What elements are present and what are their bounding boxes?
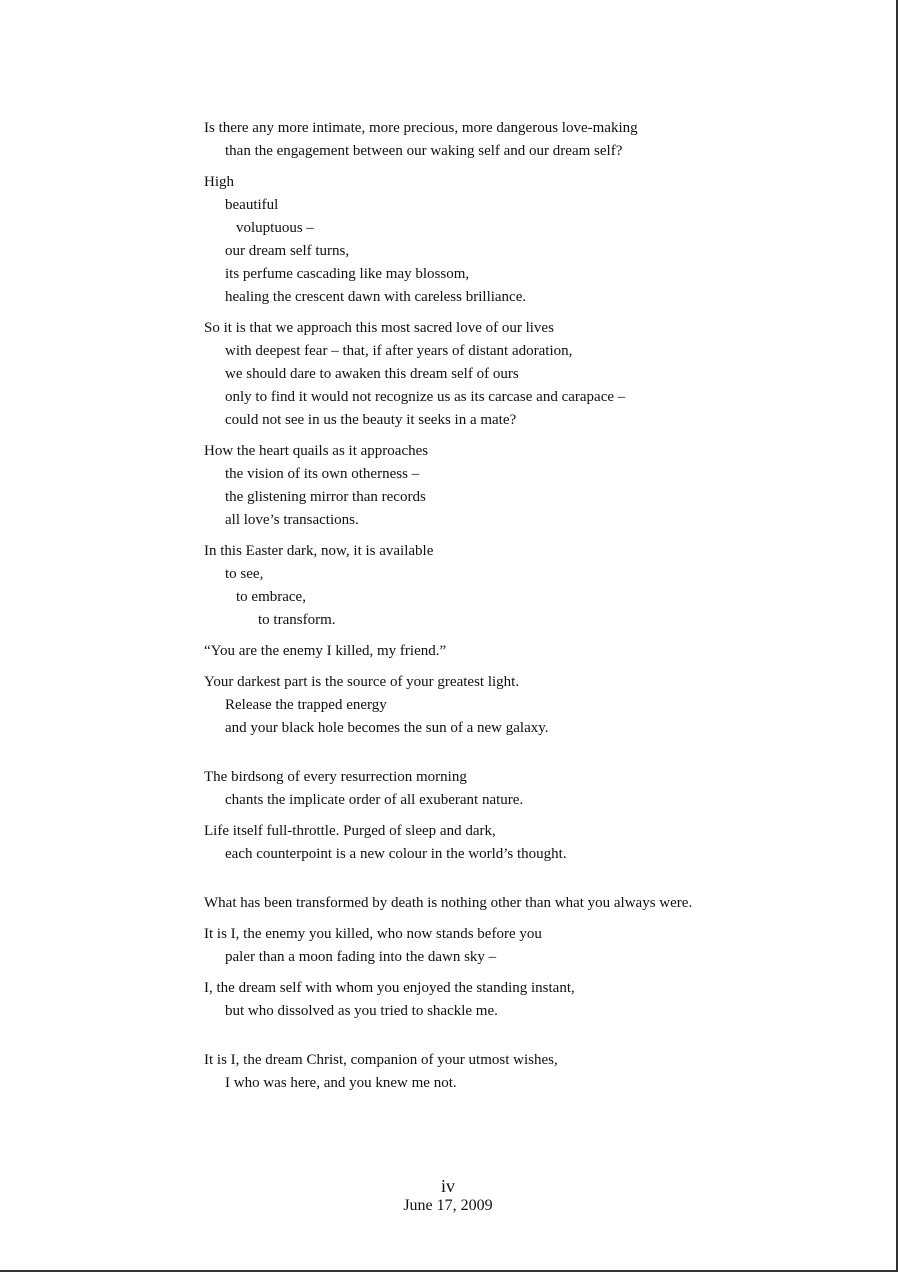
poem-line: healing the crescent dawn with careless brilliance. (225, 289, 527, 305)
poem-line: only to find it would not recognize us as its carcase and carapace – (225, 389, 626, 405)
poem-line: we should dare to awaken this dream self of ours (225, 366, 519, 382)
poem-line: The birdsong of every resurrection morning (204, 769, 467, 785)
poem-line: to transform. (258, 612, 336, 628)
page-number: iv (440, 1176, 455, 1196)
poem-line: could not see in us the beauty it seeks in a mate? (225, 412, 517, 428)
poem-line: to see, (225, 566, 264, 582)
poem-line: So it is that we approach this most sacred love of our lives (204, 320, 554, 336)
poem-line: each counterpoint is a new colour in the world’s thought. (225, 846, 567, 862)
poem-line: our dream self turns, (225, 243, 350, 259)
poem-line: chants the implicate order of all exuberant nature. (225, 792, 524, 808)
poem-line: “You are the enemy I killed, my friend.” (204, 643, 447, 659)
poem-line: Life itself full-throttle. Purged of sleep and dark, (204, 823, 496, 839)
poem-line: and your black hole becomes the sun of a new galaxy. (225, 720, 549, 736)
poem-line: It is I, the enemy you killed, who now stands before you (204, 926, 542, 942)
poem-line: I, the dream self with whom you enjoyed the standing instant, (204, 980, 575, 996)
stanza (204, 892, 804, 915)
poem-line: voluptuous – (236, 220, 314, 236)
poem-line: beautiful (225, 197, 279, 213)
poem-body (204, 117, 804, 1103)
stanza (204, 540, 804, 632)
stanza (204, 317, 804, 432)
stanza (204, 640, 804, 663)
stanza (204, 820, 804, 866)
poem-line: In this Easter dark, now, it is available (204, 543, 434, 559)
poem-line: It is I, the dream Christ, companion of your utmost wishes, (204, 1052, 558, 1068)
poem-line: What has been transformed by death is nothing other than what you always were. (204, 895, 693, 911)
stanza (204, 1049, 804, 1095)
poem-line: with deepest fear – that, if after years of distant adoration, (225, 343, 573, 359)
stanza (204, 977, 804, 1023)
poem-line: Your darkest part is the source of your greatest light. (204, 674, 520, 690)
stanza (204, 766, 804, 812)
stanza (204, 171, 804, 309)
poem-line: the glistening mirror than records (225, 489, 426, 505)
poem-line: Release the trapped energy (225, 697, 387, 713)
stanza (204, 671, 804, 740)
poem-line: but who dissolved as you tried to shackle me. (225, 1003, 498, 1019)
stanza (204, 117, 804, 163)
stanza (204, 923, 804, 969)
poem-line: How the heart quails as it approaches (204, 443, 429, 459)
poem-date: June 17, 2009 (403, 1197, 493, 1214)
poem-line: Is there any more intimate, more precious, more dangerous love-making (204, 120, 638, 136)
poem-line: High (204, 174, 234, 190)
poem-line: paler than a moon fading into the dawn sky – (225, 949, 497, 965)
poem-line: the vision of its own otherness – (225, 466, 420, 482)
poem-line: to embrace, (236, 589, 306, 605)
poem-line: its perfume cascading like may blossom, (225, 266, 470, 282)
poem-line: than the engagement between our waking self and our dream self? (225, 143, 623, 159)
poem-line: I who was here, and you knew me not. (225, 1075, 457, 1091)
poem-line: all love’s transactions. (225, 512, 359, 528)
stanza (204, 440, 804, 532)
